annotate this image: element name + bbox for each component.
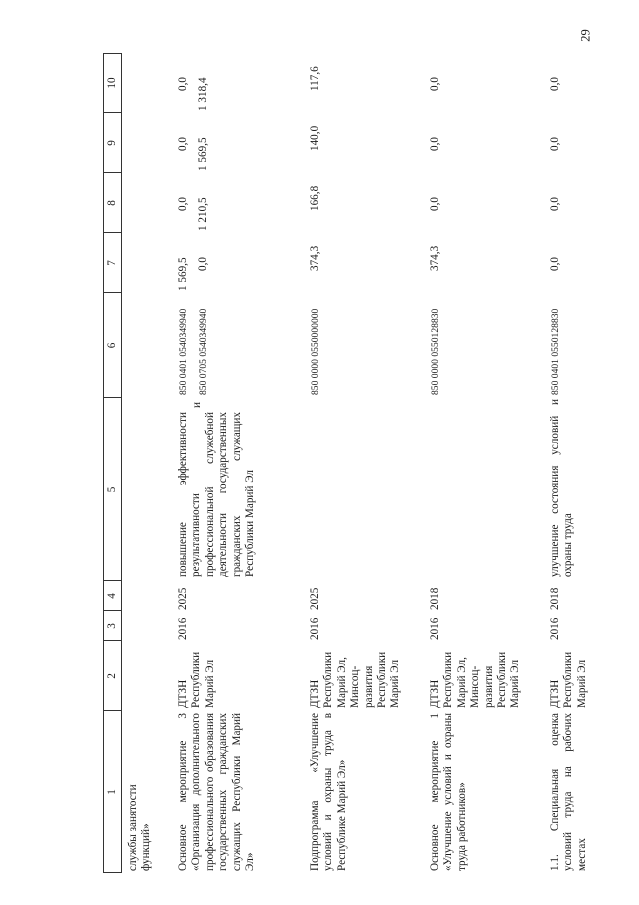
header-col-5: 5: [106, 486, 118, 493]
row1-end-year: 2025: [177, 587, 189, 610]
header-col-1: 1: [106, 789, 118, 795]
row4-result: улучшение состояния условий и охраны труда: [549, 399, 575, 577]
row4-col10: 0,0: [549, 77, 561, 91]
row1-col7-a: 1 569,5: [177, 257, 189, 291]
row4-col8: 0,0: [549, 197, 561, 211]
row1-col9-b: 1 569,5: [197, 137, 209, 171]
rotated-table: [103, 53, 633, 873]
row1-kbk-2: 850 0705 0540349940: [198, 308, 209, 395]
continuation-text: службы занятости функций»: [127, 784, 153, 871]
row2-col9: 140,0: [309, 125, 321, 151]
row2-start-year: 2016: [309, 617, 321, 640]
row3-col10: 0,0: [429, 77, 441, 91]
row4-kbk: 850 0401 0550128830: [550, 308, 561, 395]
row1-result: повышение эффективности результативности профессиональной служебной деятельности государственных гражданских служащих Республики Марий Эл: [177, 412, 257, 577]
row3-col8: 0,0: [429, 197, 441, 211]
header-row-border: [121, 53, 122, 873]
header-col-9: 9: [106, 140, 118, 146]
header-col-3: 3: [106, 623, 118, 629]
header-col-2: 2: [106, 673, 118, 679]
header-col-10: 10: [106, 77, 118, 89]
row1-start-year: 2016: [177, 617, 189, 640]
row3-col7: 374,3: [429, 245, 441, 271]
row1-result-and: и: [191, 402, 203, 408]
row4-executor: ДТЗН Республики Марий Эл: [549, 651, 588, 708]
row2-col8: 166,8: [309, 185, 321, 211]
row1-col8-a: 0,0: [177, 197, 189, 211]
row2-col10: 117,6: [309, 66, 321, 91]
row4-col7: 0,0: [549, 257, 561, 271]
row3-start-year: 2016: [429, 617, 441, 640]
header-col-6: 6: [106, 342, 118, 349]
row3-kbk: 850 0000 0550128830: [430, 308, 441, 395]
row1-col9-a: 0,0: [177, 137, 189, 151]
table-top-border: [103, 53, 104, 873]
row1-description: Основное мероприятие 3 «Организация дополнительного профессионального образования государственных гражданских служащих Республики Марий Эл»: [177, 713, 257, 871]
row3-description: Основное мероприятие 1 «Улучшение условий и охраны труда работников»: [429, 713, 468, 871]
row3-executor: ДТЗН Республики Марий Эл, Минсоц- развития Республики Марий Эл: [429, 651, 522, 708]
row2-kbk: 850 0000 0550000000: [310, 308, 321, 395]
row1-executor: ДТЗН Республики Марий Эл: [177, 651, 216, 708]
row1-col7-b: 0,0: [197, 257, 209, 271]
row4-end-year: 2018: [549, 587, 561, 610]
row2-description: Подпрограмма «Улучшение условий и охраны труда в Республике Марий Эл»: [309, 713, 348, 871]
row4-start-year: 2016: [549, 617, 561, 640]
row2-col7: 374,3: [309, 245, 321, 271]
header-col-8: 8: [106, 200, 118, 206]
header-col-7: 7: [106, 260, 118, 266]
row1-col8-b: 1 210,5: [197, 197, 209, 231]
row3-col9: 0,0: [429, 137, 441, 151]
row1-col10-a: 0,0: [177, 77, 189, 91]
row2-executor: ДТЗН Республики Марий Эл, Минсоц- развития Республики Марий Эл: [309, 651, 402, 708]
row1-kbk-1: 850 0401 0540349940: [178, 308, 189, 395]
row2-end-year: 2025: [309, 587, 321, 610]
page-number: 29: [578, 29, 593, 42]
row4-col9: 0,0: [549, 137, 561, 151]
header-col-4: 4: [106, 593, 118, 599]
row1-col10-b: 1 318,4: [197, 77, 209, 111]
row3-end-year: 2018: [429, 587, 441, 610]
row4-description: 1.1. Специальная оценка условий труда на рабочих местах: [549, 713, 588, 871]
